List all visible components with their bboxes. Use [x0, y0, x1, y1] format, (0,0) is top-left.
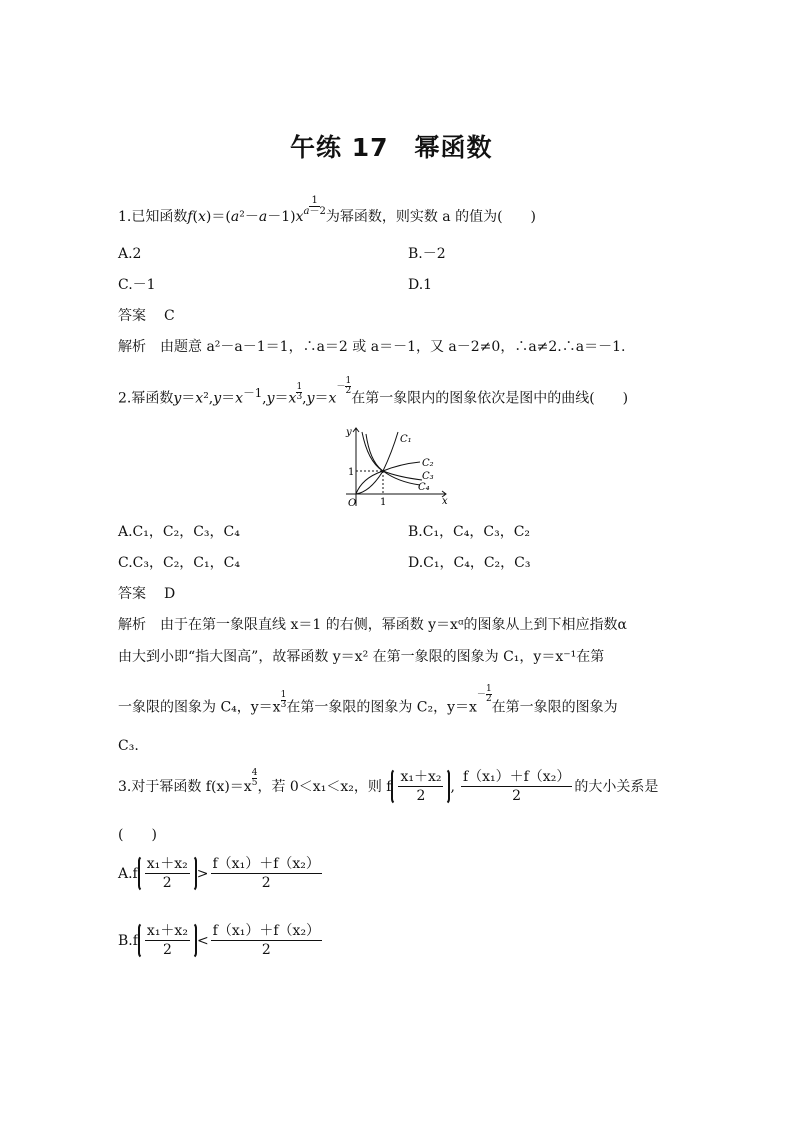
option-d: D.1: [408, 277, 433, 293]
option-c: C.C₃，C₂，C₁，C₄: [118, 555, 240, 571]
analysis-2-line-1: 解析 由于在第一象限直线 x＝1 的右侧，幂函数 y＝xᵅ的图象从上到下相应指数α: [118, 617, 628, 633]
curve-c3-label: C₃: [422, 471, 434, 482]
y-axis-label: y: [346, 427, 352, 438]
option-a: A.f $\frac{\text{x₁＋x₂}}{2}$ > $\frac{\text{f（x₁）＋f（x₂）}}{2}$: [118, 856, 320, 891]
curve-c2-label: C₂: [422, 458, 434, 469]
question-2-stem: 2.幂函数$y=x^2,y=x^{-1},y=x$ $^{\frac{1}{3}}$ $,y=x^{- \frac{1}{2}}$ 在第一象限内的图象依次是图中的曲线( ): [118, 376, 629, 407]
option-c: C.－1: [118, 277, 156, 293]
analysis-2-line-3: 一象限的图象为 C₄，y＝x $^{\frac{1}{3}}$ 在第一象限的图象为 C₂，$y=x^{- \frac{1}{2}}$ 在第一象限的图象为: [118, 684, 618, 716]
question-3-paren: ( ): [118, 827, 157, 843]
curve-c1-label: C₁: [400, 434, 412, 445]
analysis-2-line-4: C₃.: [118, 738, 139, 754]
x-tick-one: 1: [380, 497, 387, 508]
y-tick-one: 1: [348, 467, 355, 478]
page-title: 午练 17 幂函数: [290, 133, 493, 162]
curve-c3: [366, 434, 422, 480]
analysis-1: 解析 由题意 a²－a－1＝1，∴a＝2 或 a＝－1，又 a－2≠0，∴a≠2.∴a＝－1.: [118, 339, 626, 355]
answer-2: 答案 D: [118, 586, 176, 602]
avg-of-values: $\frac{\text{f（x₁）＋f（x₂）}}{2}$: [462, 769, 571, 804]
option-b: B.f $\frac{\text{x₁＋x₂}}{2}$ < $\frac{\text{f（x₁）＋f（x₂）}}{2}$: [118, 923, 321, 958]
analysis-2-line-2: 由大到小即“指大图高”，故幂函数 y＝x² 在第一象限的图象为 C₁，y＝x⁻¹在第: [118, 649, 605, 665]
option-b: B.－2: [408, 246, 446, 262]
option-b: B.C₁，C₄，C₃，C₂: [408, 524, 531, 540]
option-d: D.C₁，C₄，C₂，C₃: [408, 555, 531, 571]
option-a: A.C₁，C₂，C₃，C₄: [118, 524, 240, 540]
question-1-stem: 1.已知函数f(x)＝(a²－a－1)x $^{\frac{1}{a-2}}$ 为幂函数，则实数 a 的值为( ): [118, 195, 536, 225]
x-axis-label: x: [442, 496, 448, 507]
curve-c4-label: C₄: [418, 482, 430, 493]
option-a: A.2: [118, 246, 142, 262]
avg-argument: $\frac{\text{x₁＋x₂}}{2}$: [391, 768, 450, 805]
origin-label: O: [348, 498, 357, 509]
answer-1: 答案 C: [118, 308, 175, 324]
question-3-stem: 3.对于幂函数 f(x)＝x $^{4 5}$ ，若 0＜x₁＜x₂，则 f $\frac{\text{x₁＋x₂}}{2}$ , $\frac{\text{f（x₁）＋f（x₂）}}{2}$ 的大小关系是: [118, 768, 659, 804]
curve-c1: [356, 432, 398, 494]
power-function-graph: [340, 422, 452, 512]
